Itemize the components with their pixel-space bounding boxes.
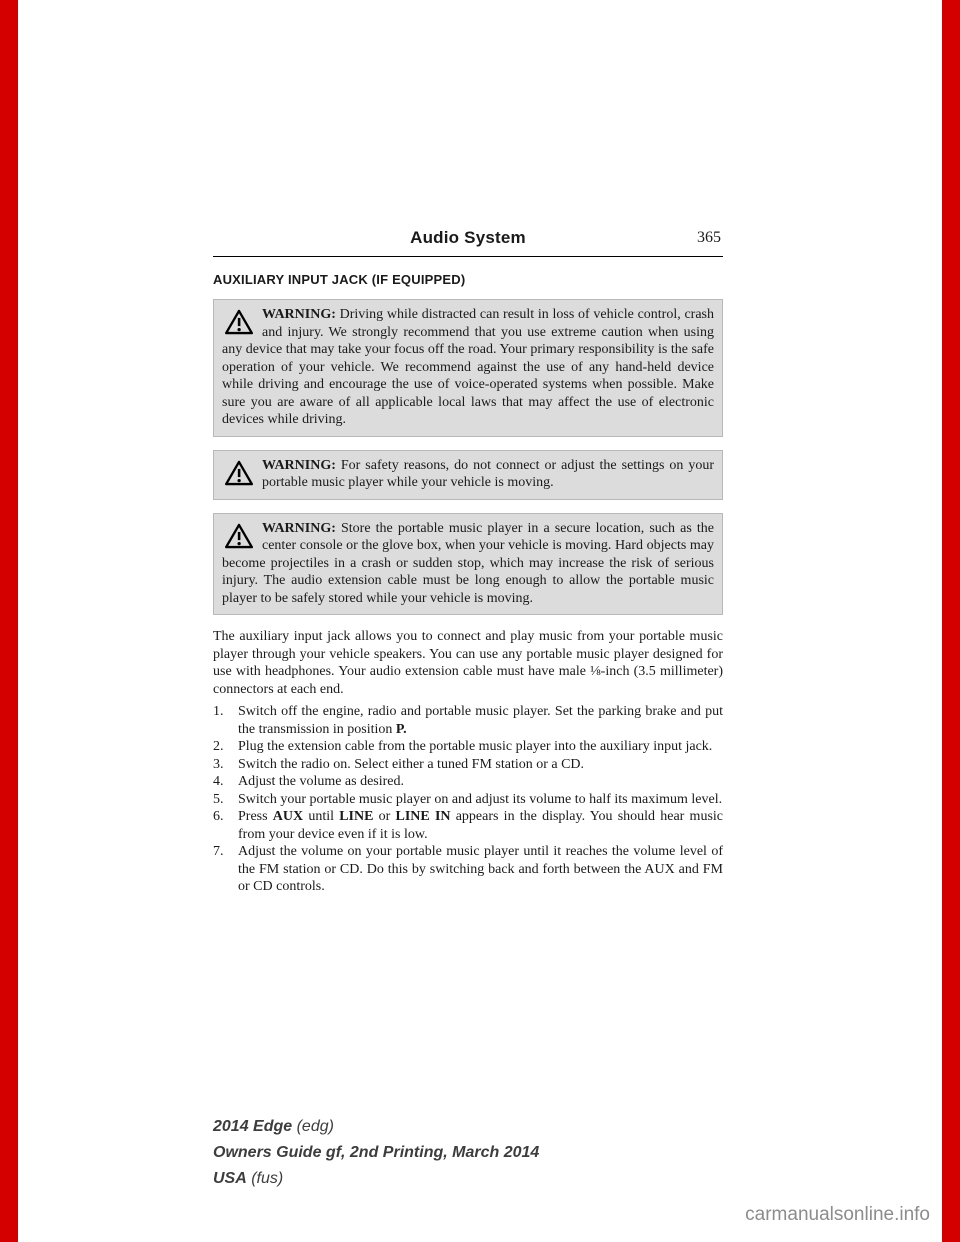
warning-box	[213, 450, 723, 500]
warning-label: WARNING:	[262, 457, 336, 473]
left-red-band	[0, 0, 18, 1242]
section-title: AUXILIARY INPUT JACK (IF EQUIPPED)	[213, 272, 466, 287]
step-text: Adjust the volume on your portable music player until it reaches the volume level of the FM station or CD. Do this by switching back and forth between the AUX and FM or CD controls.	[238, 844, 723, 894]
warning-text: WARNING: Driving while distracted can result in loss of vehicle control, crash and injury. We strongly recommend that you use extreme caution when using any device that may take your focus off the road. Your primary responsibility is the safe operation of your vehicle. We recommend against the use of any hand-held device while driving and encourage the use of voice-operated systems when possible. Make sure you are aware of all applicable local laws that may affect the use of electronic devices while driving.	[222, 307, 714, 427]
step-number: 6.	[213, 809, 224, 824]
step-text: Adjust the volume as desired.	[238, 774, 405, 789]
warning-text: WARNING: For safety reasons, do not connect or adjust the settings on your portable music player while your vehicle is moving.	[262, 457, 715, 490]
step-text: Switch the radio on. Select either a tuned FM station or a CD.	[238, 756, 585, 772]
watermark-text: carmanualsonline.info	[745, 1204, 930, 1225]
document-footer	[213, 1114, 539, 1192]
warning-label: WARNING:	[262, 520, 336, 536]
list-item	[213, 756, 723, 774]
step-number: 3.	[213, 756, 224, 772]
step-text: Press AUX until LINE or LINE IN appears in the display. You should hear music from your device even if it is low.	[238, 809, 723, 842]
right-red-band	[942, 0, 960, 1242]
page-content	[213, 228, 723, 896]
warning-triangle-icon	[225, 309, 253, 337]
warning-triangle-icon	[225, 523, 253, 551]
footer-line-printing: Owners Guide gf, 2nd Printing, March 2014	[213, 1144, 540, 1161]
step-number: 4.	[213, 774, 224, 789]
warning-text: WARNING: Store the portable music player in a secure location, such as the center console or the glove box, when your vehicle is moving. Hard objects may become projectiles in a crash or sudden stop, which may increase the risk of serious injury. The audio extension cable must be long enough to allow the portable music player to be safely stored while your vehicle is moving.	[222, 520, 714, 606]
step-number: 1.	[213, 704, 224, 719]
warning-box	[213, 299, 723, 437]
list-item	[213, 773, 723, 791]
warning-label: WARNING:	[262, 307, 336, 322]
intro-paragraph: The auxiliary input jack allows you to connect and play music from your portable music player through your vehicle speakers. You can use any portable music player designed for use with headphones. Your audio extension cable must have male ⅛-inch (3.5 millimeter) connectors at each end.	[213, 629, 723, 697]
step-text: Plug the extension cable from the portable music player into the auxiliary input jack.	[238, 739, 713, 754]
list-item	[213, 808, 723, 843]
numbered-steps	[213, 703, 723, 896]
list-item	[213, 791, 723, 809]
step-text: Switch your portable music player on and adjust its volume to half its maximum level.	[238, 791, 723, 807]
chapter-title: Audio System	[410, 228, 526, 247]
page-header	[213, 228, 723, 257]
list-item	[213, 843, 723, 896]
warning-box	[213, 513, 723, 616]
step-number: 5.	[213, 791, 224, 807]
footer-line-region: USA (fus)	[213, 1170, 284, 1187]
step-number: 2.	[213, 739, 224, 754]
list-item	[213, 738, 723, 756]
footer-line-edition: 2014 Edge (edg)	[213, 1118, 334, 1135]
list-item	[213, 703, 723, 738]
step-text: Switch off the engine, radio and portable music player. Set the parking brake and put the transmission in position P.	[238, 704, 723, 737]
page-number: 365	[697, 229, 721, 246]
warning-triangle-icon	[225, 460, 253, 488]
step-number: 7.	[213, 844, 224, 859]
